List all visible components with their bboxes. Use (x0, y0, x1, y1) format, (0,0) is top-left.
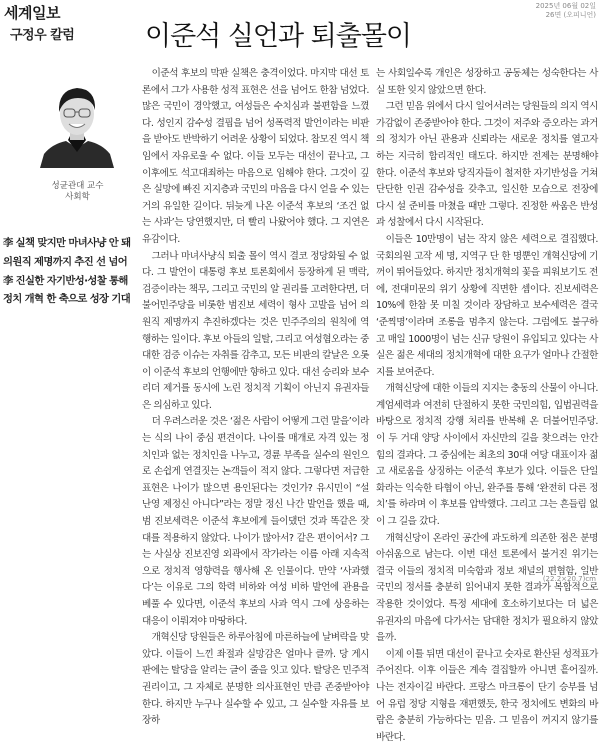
page-section: 26면 (오피니언) (545, 11, 596, 19)
paragraph: 이제 이틀 뒤면 대선이 끝나고 숫자로 환산된 성적표가 주어진다. 이후 이들은 계속 결집할까 아니면 흩어질까. 나는 전자이길 바란다. 프랑스 마크롱이 단기 승부를 넘어 유럽 정당 지형을 재편했듯, 한국 정치에도 변화의 바람은 충분히 가능하다는 믿음. 그 믿음이 꺼지지 않기를 바란다. (376, 648, 598, 743)
masthead: 세계일보 (4, 4, 60, 22)
paragraph: 개혁신당에 대한 이들의 지지는 충동의 산물이 아니다. 계엄세력과 여전히 단절하지 못한 국민의힘, 입법권력을 바탕으로 정치적 강행 처리를 반복해 온 더불어민주당. 이 두 거대 양당 사이에서 자신만의 길을 찾으려는 안간힘의 결과다. 그 중심에는 최초의 30대 여당 대표이자 젊고 새로움을 상징하는 이준석 후보가 있다. 이들은 단일화라는 익숙한 타협이 아닌, 완주를 통해 ‘완전히 다른 정치’를 하라며 이 후보를 압박했다. 그리고 그는 흔들림 없이 그 길을 갔다. (376, 383, 598, 528)
author-caption (20, 181, 135, 203)
paragraph: 그런 믿음 위에서 다시 일어서려는 당원들의 의지 역시 가감없이 존중받아야 한다. 그것이 저주와 증오라는 과거의 정치가 아닌 관용과 신뢰라는 새로운 정치를 열고자 하는 지극히 합리적인 태도다. 하지만 전제는 분명해야 한다. 이준석 후보와 당직자들이 철저한 자기반성을 거쳐 단단한 인권 감수성을 갖추고, 일신한 모습으로 전장에 다시 설 준비를 마쳤을 때만 그렇다. 진정한 싸움은 반성과 성찰에서 다시 시작된다. (376, 101, 598, 229)
pullquote-line: 李 진실한 자기반성·성찰 통해 (3, 274, 128, 287)
paragraph-continued: 는 사회일수록 개인은 성장하고 공동체는 성숙한다는 사실 또한 잊지 않았으면 한다. (376, 68, 598, 96)
pullquote-line: 李 실책 맞지만 마녀사냥 안 돼 (3, 237, 131, 249)
author-department: 사회학 (65, 192, 90, 202)
author-photo (38, 78, 116, 168)
paragraph: 개혁신당 당원들은 하루아침에 마른하늘에 날벼락을 맞았다. 이들이 느낀 좌절과 실망감은 얼마나 클까. 당 게시판에는 탈당을 알리는 글이 줄을 잇고 있다. 탈당은 민주적 권리이고, 그 자체로 분명한 의사표현인 만큼 존중받아야 한다. 하지만 누구나 실수할 수 있고, 그 실수할 자유를 보장하 (142, 632, 369, 727)
paragraph: 개혁신당이 온라인 공간에 과도하게 의존한 점은 분명 아쉬움으로 남는다. 이번 대선 토론에서 불거진 위기는 결국 이들의 정치적 미숙함과 정보 채널의 편협함, 일반 국민의 정서를 충분히 읽어내지 못한 결과가 복합적으로 작용한 것이었다. 특정 세대에 호소하기보다는 더 넓은 유권자의 마음에 다가서는 담대한 정치가 필요하지 않았을까. (376, 532, 598, 644)
paragraph: 이준석 후보의 막판 실책은 충격이었다. 마지막 대선 토론에서 그가 사용한 성적 표현은 선을 넘어도 한참 넘었다. 많은 국민이 경악했고, 여성들은 수치심과 불편함을 느꼈다. 성인지 감수성 결핍을 넘어 성폭력적 발언이라는 비판을 받아도 반박하기 어려운 상황이 되었다. 참모진 역시 책임에서 자유로울 수 없다. 이들 모두는 대선이 끝나고, 그 이후에도 석고대죄하는 마음으로 임해야 한다. 그것이 깊은 실망에 빠진 지지층과 국민의 마음을 다시 얻을 수 있는 거의 유일한 길이다. 뒤늦게 나온 이준석 후보의 ‘조건 없는 사과’는 당연했지만, 더 빨리 나왔어야 했다. 그 지연은 유감이다. (142, 68, 369, 245)
paragraph: 이들은 10만명이 넘는 작지 않은 세력으로 결집했다. 국회의원 고작 세 명, 지역구 단 한 명뿐인 개혁신당에 기꺼이 뛰어들었다. 하지만 정치개혁의 꽃을 피워보기도 전에, 전대미문의 위기 상황에 직면한 셈이다. 진보세력은 10%에 한참 못 미칠 것이라 장담하고 보수세력은 결국 ‘준찍명’이라며 조롱을 멈추지 않는다. 그럼에도 불구하고 매일 1000명이 넘는 신규 당원이 유입되고 있다는 사실은 젊은 세대의 정치개혁에 대한 요구가 얼마나 간절한지를 보여준다. (376, 233, 598, 378)
pullquote-line: 의원직 제명까지 추진 선 넘어 (3, 255, 128, 268)
dateline (536, 2, 596, 20)
size-note: (22.2×20.7)cm (542, 575, 596, 583)
pullquote-line: 정치 개혁 한 축으로 성장 기대 (3, 293, 131, 306)
paragraph: 그러나 마녀사냥식 퇴출 몰이 역시 결코 정당화될 수 없다. 그 발언이 대통령 후보 토론회에서 등장하게 된 맥락, 검증이라는 책무, 그리고 국민의 알 권리를 고려한다면, 더불어민주당을 비롯한 범진보 세력이 형사 고발을 넘어 의원직 제명까지 추진하겠다는 것은 민주주의의 원칙에 역행하는 일이다. 후보 아들의 일탈, 그리고 여성혐오라는 중대한 검증 이슈는 자취를 감추고, 모든 비판의 칼날은 오롯이 이준석 후보의 언행에만 향하고 있다. 대선 승리와 보수 리더 제거를 동시에 노린 정치적 기획이 아닌지 유권자들은 의심하고 있다. (142, 250, 369, 411)
publish-date: 2025년 06월 02일 (535, 2, 596, 10)
author-portrait-icon (38, 78, 116, 168)
author-affiliation: 성균관대 교수 (51, 181, 104, 191)
pullquote (3, 234, 141, 309)
column-name: 구정우 칼럼 (10, 28, 75, 43)
article-column-1 (142, 66, 369, 730)
paragraph: 더 우려스러운 것은 ‘젊은 사람이 어떻게 그런 말을’이라는 식의 나이 중심 편견이다. 나이를 매개로 자격 있는 정치인과 없는 정치인을 나누고, 경륜 부족을 실수의 원인으로 손쉽게 연결짓는 논객들이 적지 않다. 그렇다면 저급한 표현은 나이가 많으면 용인된다는 것인가? 유시민이 “설난영 제정신 아니다”라는 정말 정신 나간 발언을 했을 때, 범 진보세력은 이준석 후보에게 들이댔던 것과 똑같은 잣대를 적용하지 않았다. 나이가 많아서? 같은 편이어서? 그는 사실상 진보진영 외곽에서 작가라는 이름 아래 지속적으로 정치적 영향력을 행사해 온 인물이다. 만약 ‘사과했다’는 이유로 그의 학력 비하와 여성 비하 발언에 관용을 베풀 수 있다면, 이준석 후보의 사과 역시 그에 상응하는 대응이 이뤄져야 마땅하다. (142, 416, 369, 627)
headline: 이준석 실언과 퇴출몰이 (145, 21, 411, 52)
article-column-2 (376, 66, 598, 746)
